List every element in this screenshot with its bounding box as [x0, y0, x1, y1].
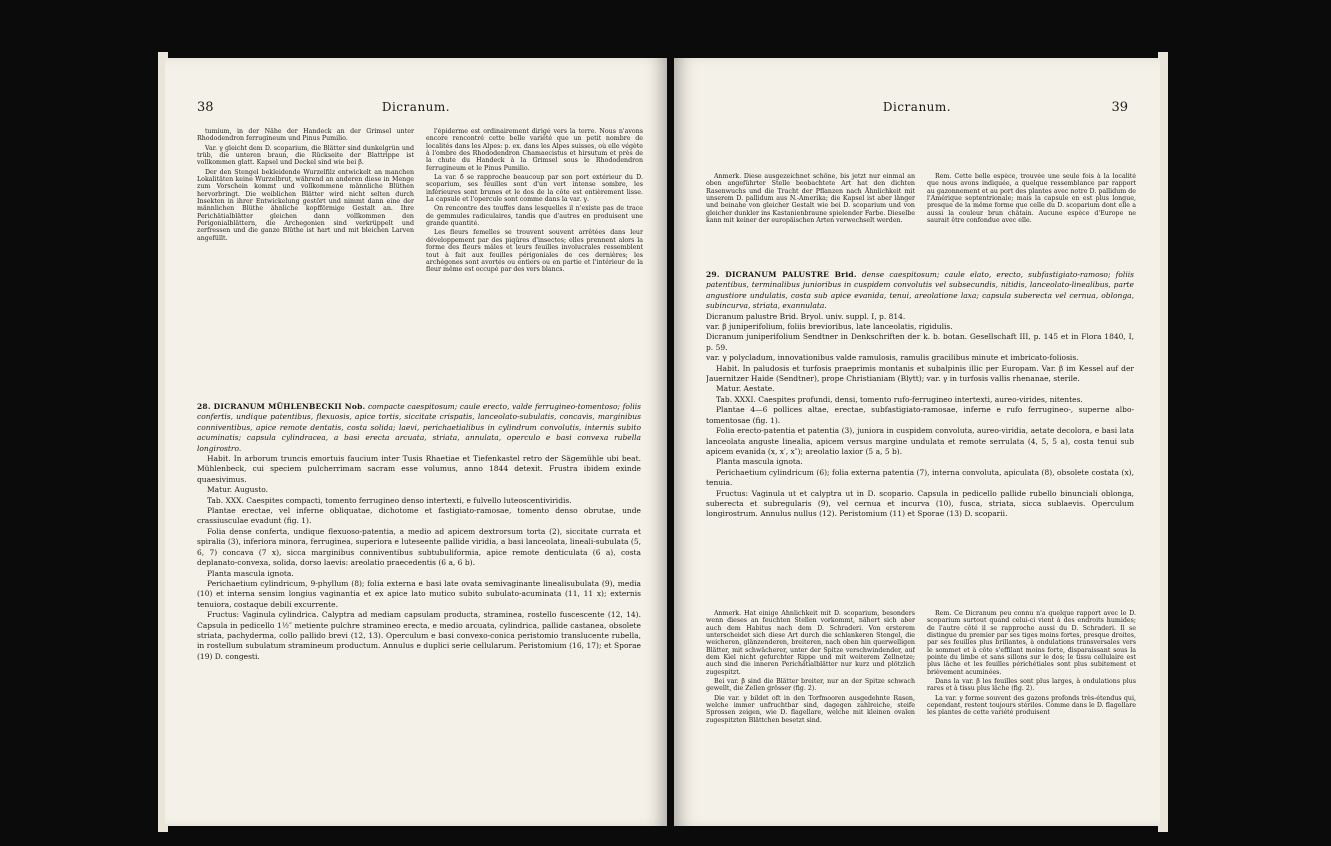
paragraph: Bei var. β sind die Blätter breiter, nur an der Spitze schwach gewellt, die Zellen grösser (fig. 2). [706, 678, 915, 693]
paragraph: Planta mascula ignota. [207, 568, 294, 578]
entry-heading-block [706, 270, 1134, 312]
paragraph: Plantae erectae, vel inferne obliquatae, dichotome et fastigiato-ramosae, tomento denso obrutae, unde crassiusculae evadunt (fig. 1). [197, 506, 641, 526]
french-column [426, 128, 643, 396]
paragraph: Rem. Ce Dicranum peu connu n'a quelque rapport avec le D. scoparium surtout quand celui-ci vient à des endroits humides; de l'autre côté il se rapproche aussi du D. Schraderi. Il se distingue du premier par ses tiges moins fortes, presque droites, par ses feuilles plus brillantes, à ondulations transversales vers le sommet et à côte s'effilant moins forte, disparaissant sous la pointe du limbe et sans sillons sur le dos; le tissu cellulaire est plus lâche et les feuilles périchétiales sont plus subitement et brièvement acuminées. [927, 610, 1136, 676]
page-number: 38 [197, 100, 214, 115]
german-column [197, 128, 414, 396]
paragraph: Folia erecto-patentia et patentia (3), juniora in cuspidem convoluta, aureo-viridia, aetate decolora, e basi lata lanceolata anguste linealia, apicem versus margine undulata et remote serrulata (4, 5, 5 a), costa tenui sub apicem evanida (x, x′, x″); areolatio laxior (5 a, 5 b). [706, 426, 1134, 456]
paragraph: Anmerk. Hat einige Ähnlichkeit mit D. scoparium, besonders wenn dieses an feuchten Stellen vorkommt, nähert sich aber auch dem Habitus nach dem D. Schraderi. Von ersterem unterscheidet sich diese Art durch die schlankeren Stengel, die weicheren, glänzenderen, breiteren, nach oben hin querwelligen Blätter, mit schwächerer, unter der Spitze verschwindender, auf dem Kiel nicht gefurchter Rippe und mit weiterem Zellnetze; auch sind die inneren Perichätialblätter nur kurz und plötzlich zugespitzt. [706, 610, 915, 676]
german-column [706, 173, 915, 251]
synonym: var. β juniperifolium, foliis brevioribus, late lanceolatis, rigidulis. [706, 322, 953, 332]
paragraph: Fructus: Vaginula cylindrica. Calyptra ad mediam capsulam producta, straminea, rostello fuscescente (12, 14). Capsula in pedicello 1½″ metiente pulchre stramineo erecta, e medio arcuata, cylindrica, pallide castanea, obsolete striata, pachyderma, collo pallido brevi (12, 13). Operculum e basi convexo-conica peristomio translucente rubella, in rostellum subulatum stramineum productum. Annulus e duplici serie cellularum. Peristomium (16, 17); et Sporae (19) D. congesti. [197, 610, 641, 661]
french-column [927, 610, 1136, 800]
german-column [706, 610, 915, 800]
page-number: 39 [1111, 100, 1128, 115]
paragraph: Dans la var. β les feuilles sont plus larges, à ondulations plus rares et à tissu plus lâche (fig. 2). [927, 678, 1136, 693]
synonym: Dicranum palustre Brid. Bryol. univ. suppl. I, p. 814. [706, 311, 906, 321]
synonym: var. γ polycladum, innovationibus valde ramulosis, ramulis gracilibus minute et imbricato-foliosis. [706, 353, 1079, 363]
entry-heading: 29. DICRANUM PALUSTRE Brid. [706, 270, 857, 279]
paragraph: Folia dense conferta, undique flexuoso-patentia, a medio ad apicem dextrorsum torta (2), siccitate currata et spiralia (3), inferiora minora, ferruginea, superiora e luteseente pallide viridia, a basi lanceolata, lineali-subulata (5, 6, 7) concava (7 x), sicca marginibus conniventibus subtubuliformia, apice remote denticulata (6 a), costa deplanato-convexa, solida, dorso laevis: areolatio praecedentis (6 a, 6 b). [197, 526, 641, 568]
paragraph: tumium, in der Nähe der Handeck an der Grimsel unter Rhododendron ferrugineum und Pinus Pumilio. [197, 128, 414, 143]
left-page [165, 58, 667, 826]
entry-diagnosis: dense caespitosum; caule elato, erecto, subfastigiato-ramoso; foliis patentibus, terminalibus junioribus in cuspidem convolutis vel subsecundis, nitidis, lanceolato-linealibus, parte angustiore undulatis, costa sub apice evanida, tenui, areolatione laxa; capsula suberecta vel cernua, oblonga, subincurva, striata, exannulata. [706, 270, 1134, 311]
paragraph: Anmerk. Diese ausgezeichnet schöne, bis jetzt nur einmal an oben angeführter Stelle beobachtete Art hat den dichten Rasenwuchs und die Tracht der Pflanzen nach Ähnlichkeit mit unserem D. pallidum aus N.-Amerika; die Kapsel ist aber länger und beinahe von gleicher Gestalt wie bei D. scoparium und von gleicher dunkler ins Kastanienbraune spielender Farbe. Dieselbe kann mit keiner der europäischen Arten verwechselt werden. [706, 173, 915, 225]
entry-diagnosis: compacte caespitosum; caule erecto, valde ferrugineo-tomentoso; foliis confertis, undique patentibus, flexuosis, apice tortis, siccitate crispatis, lanceolato-subulatis, concavis, marginibus conniventibus, apice remote dentatis, costa solida; laevi, perichaetialibus in cylindrum convolutis, internis subito acuminatis; capsula cylindracea, a basi erecta arcuata, striata, annulata, operculo e basi convexa rubella longirostro. [197, 402, 641, 453]
synonym: Dicranum juniperifolium Sendtner in Denkschriften der k. b. botan. Gesellschaft III, p. 145 et in Flora 1840, I, p. 59. [706, 332, 1134, 352]
bilingual-remarks-bottom [706, 610, 1136, 800]
paragraph: Habit. In paludosis et turfosis praeprimis montanis et subalpinis illic per Europam. Var. β im Kessel auf der Jauernitzer Haide (Sendtner), prope Christianiam (Blytt); var. γ in turfosis vallis rhenanae, sterile. [706, 363, 1134, 384]
paragraph: Plantae 4—6 pollices altae, erectae, subfastigiato-ramosae, inferne e rufo ferrugineo-, superne albo-tomentosae (fig. 1). [706, 405, 1134, 425]
right-page [674, 58, 1160, 826]
species-entry-28 [197, 402, 641, 808]
right-page-header [706, 100, 1128, 118]
paragraph: Perichaetium cylindricum (6); folia externa patentia (7), interna convoluta, apiculata (8), obsolete costata (x), tenuia. [706, 467, 1134, 488]
paragraph: Tab. XXX. Caespites compacti, tomento ferrugineo denso intertexti, e fulvello luteoscentiviridis. [207, 495, 572, 505]
paragraph: Var. γ gleicht dem D. scoparium, die Blätter sind dunkelgrün und trüb, die unteren braun, die Rückseite der Blattrippe ist vollkommen glatt. Kapsel und Deckel sind wie bei β. [197, 144, 414, 167]
paragraph: Die var. γ bildet oft in den Torfmooren ausgedehnte Rasen, welche immer unfruchtbar sind, dagegen zahlreiche, steife Sprossen zeigen, wie D. flagellare, welche mit kleinen ovalen zugespitzten Blättchen besetzt sind. [706, 694, 915, 724]
species-entry-29 [706, 270, 1134, 600]
paragraph: Der den Stengel bekleidende Wurzelfilz entwickelt an manchen Lokalitäten keine Wurzelbrut, während an anderen diese in Menge zum Vorschein kommt und vollkommene männliche Blüthen hervorbringt. Die weiblichen Blätter wird nicht selten durch Insekten in ihrer Entwickelung gestört und nimmt dann eine der männlichen Blüthe ähnliche kopfförmige Gestalt an. Ihre Perichätialblätter gleichen dann vollkommen den Perigonialblättern, die Archegonien sind verkrüppelt und zerfressen und die ganze Blüthe ist hart und mit bleichen Larven angefüllt. [197, 168, 414, 242]
paragraph: Habit. In arborum truncis emortuis faucium inter Tusis Rhaetiae et Tiefenkastel retro der Sägemühle ubi beat. Mühlenbeck, cui speciem pulcherrimam sacram esse volumus, anno 1844 detexit. Frustra ibidem exinde quaesivimus. [197, 454, 641, 484]
paragraph: Matur. Aestate. [716, 384, 775, 394]
french-column [927, 173, 1136, 251]
paragraph: Matur. Augusto. [207, 485, 269, 495]
running-title: Dicranum. [882, 100, 952, 114]
entry-heading-block [197, 402, 641, 454]
entry-heading: 28. DICRANUM MÜHLENBECKII Nob. [197, 402, 366, 411]
bilingual-remarks [197, 128, 643, 396]
paragraph: On rencontre des touffes dans lesquelles il n'existe pas de trace de gemmules radiculaires, tandis que d'autres en produisent une grande quantité. [426, 205, 643, 228]
paragraph: Tab. XXXI. Caespites profundi, densi, tomento rufo-ferrugineo intertexti, aureo-virides, nitentes. [716, 394, 1083, 404]
paragraph: La var. δ se rapproche beaucoup par son port extérieur du D. scoparium, ses feuilles sont d'un vert intense sombre, les inférieures sont brunes et le dos de la côte est entièrement lisse. La capsule et l'opercule sont comme dans la var. γ. [426, 174, 643, 204]
left-page-header [197, 100, 635, 118]
paragraph: Planta mascula ignota. [716, 457, 803, 467]
paragraph: La var. γ forme souvent des gazons profonds très-étendus qui, cependant, restent toujours stériles. Comme dans le D. flagellare les plantes de cette variété produisent [927, 694, 1136, 717]
paragraph: Fructus: Vaginula ut et calyptra ut in D. scopario. Capsula in pedicello pallide rubello binunciali oblonga, suberecta et subregularis (9), vel cernua et incurva (10), fusca, striata, sicca sublaevis. Operculum longirostrum. Annulus nullus (12). Peristomium (11) et Sporae (13) D. scoparii. [706, 488, 1134, 519]
paragraph: l'épiderme est ordinairement dirigé vers la terre. Nous n'avons encore rencontré cette belle variété que un petit nombre de localités dans les Alpes: p. ex. dans les Alpes suisses, où elle végète à l'ombre des Rhododendron Chamaecistus et hirsutum et près de la chute du Handeck à la Grimsel sous le Rhododendron ferrugineum et le Pinus Pumilio. [426, 128, 643, 172]
paragraph: Perichaetium cylindricum, 9-phyllum (8); folia externa e basi late ovata semivaginante linealisubulata (9), media (10) et interna sensim longius vaginantia et ex apice lato mutico subito subulato-acuminata (11, 11 x); externis tenuiora, costaque debili excurrente. [197, 578, 641, 609]
paragraph: Les fleurs femelles se trouvent souvent arrêtées dans leur développement par des piqûres d'insectes; elles prennent alors la forme des fleurs mâles et leurs feuilles involucrales ressemblent tout à fait aux feuilles périgoniales de ces dernières; les archégones sont avortés ou entiers ou en partie et l'intérieur de la fleur même est occupé par des vers blancs. [426, 229, 643, 274]
running-title: Dicranum. [381, 100, 451, 114]
paragraph: Rem. Cette belle espèce, trouvée une seule fois à la localité que nous avons indiquée, a quelque ressemblance par rapport au gazonnement et au port des plantes avec notre D. pallidum de l'Amérique septentrionale; mais la capsule en est plus longue, presque de la même forme que celle du D. scoparium dont elle a aussi la couleur brun châtain. Aucune espèce d'Europe ne saurait être confondue avec elle. [927, 173, 1136, 225]
bilingual-remarks [706, 173, 1136, 251]
